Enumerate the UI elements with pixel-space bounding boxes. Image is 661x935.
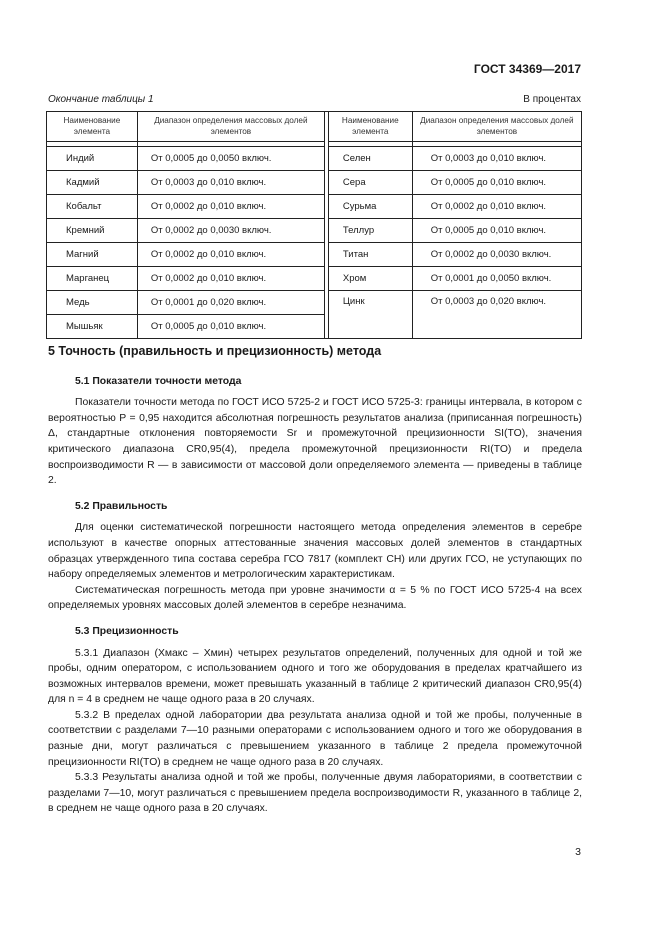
element-name: Кремний xyxy=(47,219,138,243)
paragraph: 5.3.1 Диапазон (Xмакс – Xмин) четырех результатов определений, полученных для одной и той же пробы, одним оператором, с использованием одного и того же оборудования в пределах кратчайшего из возможных интервалов времени, может превышать указанный в таблице 2 критический диапазон CR0,95(4) для n = 4 в среднем не чаще одного раза в 20 случаях. xyxy=(48,647,582,706)
element-range: От 0,0001 до 0,0050 включ. xyxy=(412,267,581,291)
element-range: От 0,0003 до 0,020 включ. xyxy=(412,291,581,339)
element-name: Титан xyxy=(328,243,412,267)
subsection-title: 5.3 Прецизионность xyxy=(75,625,179,637)
table-row xyxy=(47,243,582,267)
element-name: Кобальт xyxy=(47,195,138,219)
element-name: Селен xyxy=(328,147,412,171)
table-row xyxy=(47,147,582,171)
element-range: От 0,0002 до 0,010 включ. xyxy=(137,243,324,267)
table-row xyxy=(47,291,582,315)
element-range: От 0,0001 до 0,020 включ. xyxy=(137,291,324,315)
table-caption: Окончание таблицы 1 xyxy=(48,94,154,105)
element-range: От 0,0005 до 0,010 включ. xyxy=(412,219,581,243)
header-element-left: Наименование элемента xyxy=(47,112,138,142)
section-title: 5 Точность (правильность и прецизионность) метода xyxy=(48,344,382,358)
header-range-left: Диапазон определения массовых долей элементов xyxy=(137,112,324,142)
element-range: От 0,0005 до 0,010 включ. xyxy=(137,315,324,339)
element-name: Теллур xyxy=(328,219,412,243)
table-row xyxy=(47,171,582,195)
paragraph: Показатели точности метода по ГОСТ ИСО 5725-2 и ГОСТ ИСО 5725-3: границы интервала, в котором с вероятностью P = 0,95 находится абсолютная погрешность результатов анализа (приписанная погрешность) Δ, стандартные отклонения повторяемости Sr и промежуточной прецизионности SI(TO), значения критического диапазона CR0,95(4), предела промежуточной прецизионности RI(TO) и предела воспроизводимости R — в зависимости от массовой доли определяемого элемента — приведены в таблице 2. xyxy=(48,397,582,487)
element-name: Индий xyxy=(47,147,138,171)
element-name: Сурьма xyxy=(328,195,412,219)
header-range-right: Диапазон определения массовых долей элементов xyxy=(412,112,581,142)
table-row xyxy=(47,267,582,291)
element-range: От 0,0005 до 0,010 включ. xyxy=(412,171,581,195)
section-5 xyxy=(48,336,582,827)
element-range: От 0,0002 до 0,010 включ. xyxy=(412,195,581,219)
elements-table xyxy=(46,111,582,339)
paragraph: Для оценки систематической погрешности настоящего метода определения элементов в серебре используют в качестве опорных аттестованные значения массовых долей элементов в стандартных образцах утвержденного типа состава серебра ГСО 7817 (комплект СН) или других ГСО, не уступающих по набору определяемых элементов и метрологическим характеристикам. xyxy=(48,522,582,581)
element-name: Хром xyxy=(328,267,412,291)
element-range: От 0,0002 до 0,0030 включ. xyxy=(412,243,581,267)
element-range: От 0,0002 до 0,0030 включ. xyxy=(137,219,324,243)
element-name: Кадмий xyxy=(47,171,138,195)
paragraph: 5.3.2 В пределах одной лаборатории два результата анализа одной и той же пробы, полученные в соответствии с разделами 7—10 разными операторами с использованием одного и того же оборудования в разные дни, могут различаться с превышением указанного в таблице 2 предела промежуточной прецизионности RI(TO) в среднем не чаще одного раза в 20 случаях. xyxy=(48,709,582,768)
paragraph: 5.3.3 Результаты анализа одной и той же пробы, полученные двумя лабораториями, в соответствии с разделами 7—10, могут различаться с превышением предела воспроизводимости R, указанного в таблице 2, в среднем не чаще одного раза в 20 случаях. xyxy=(48,772,582,815)
page-number: 3 xyxy=(575,846,581,858)
element-name: Медь xyxy=(47,291,138,315)
element-name: Сера xyxy=(328,171,412,195)
element-name: Цинк xyxy=(328,291,412,339)
subsection-title: 5.1 Показатели точности метода xyxy=(75,375,242,387)
paragraph: Систематическая погрешность метода при уровне значимости α = 5 % по ГОСТ ИСО 5725-4 на всех определяемых уровнях массовых долей элементов в серебре незначима. xyxy=(48,584,582,612)
element-name: Магний xyxy=(47,243,138,267)
element-name: Мышьяк xyxy=(47,315,138,339)
element-range: От 0,0005 до 0,0050 включ. xyxy=(137,147,324,171)
element-range: От 0,0002 до 0,010 включ. xyxy=(137,195,324,219)
header-element-right: Наименование элемента xyxy=(328,112,412,142)
table-row xyxy=(47,219,582,243)
document-id: ГОСТ 34369—2017 xyxy=(473,62,581,76)
element-name: Марганец xyxy=(47,267,138,291)
table-row xyxy=(47,195,582,219)
element-range: От 0,0003 до 0,010 включ. xyxy=(412,147,581,171)
element-range: От 0,0003 до 0,010 включ. xyxy=(137,171,324,195)
units-caption: В процентах xyxy=(523,94,581,105)
subsection-title: 5.2 Правильность xyxy=(75,500,168,512)
element-range: От 0,0002 до 0,010 включ. xyxy=(137,267,324,291)
